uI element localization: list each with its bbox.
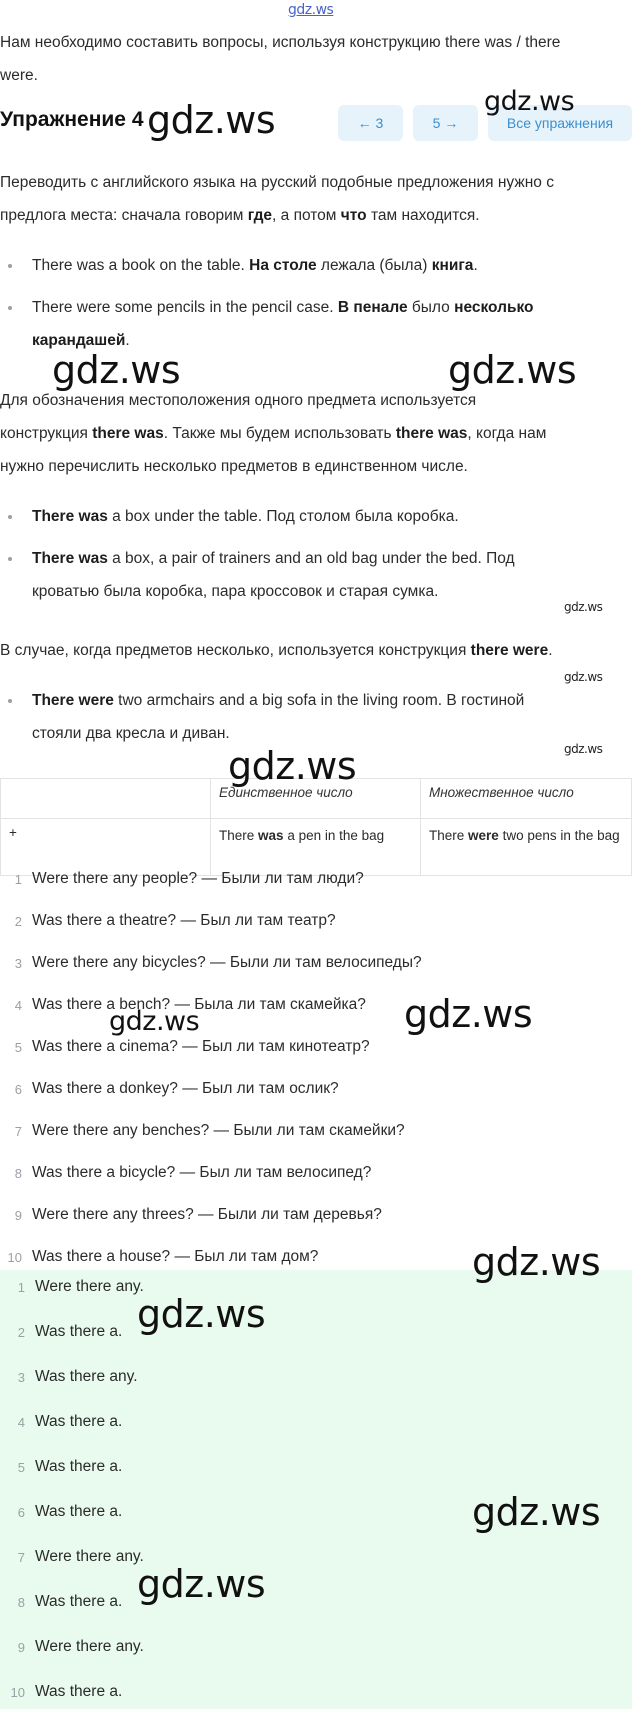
list-item: 10 Was there a house? — Был ли там дом? xyxy=(7,1248,319,1265)
table-head-singular: Единственное число xyxy=(211,779,421,819)
rule-3: В случае, когда предметов несколько, используется конструкция there were. xyxy=(0,642,553,659)
rule-2-line-3: нужно перечислить несколько предметов в единственном числе. xyxy=(0,458,468,475)
rule-2-line-1: Для обозначения местоположения одного предмета используется xyxy=(0,392,477,409)
example-1-2: There were some pencils in the pencil case. В пенале было несколько карандашей. xyxy=(32,291,622,357)
list-item: 1 Were there any people? — Были ли там люди? xyxy=(14,870,364,887)
watermark: gdz.ws xyxy=(564,742,603,756)
list-item: 2 Was there a. xyxy=(17,1323,123,1340)
list-item: 8 Was there a bicycle? — Был ли там велосипед? xyxy=(14,1164,372,1181)
watermark: gdz.ws xyxy=(228,744,357,788)
table-cell-plural: There were two pens in the bag xyxy=(421,819,632,876)
page-title: Упражнение 4 xyxy=(0,108,144,131)
all-exercises-button[interactable]: Все упражнения xyxy=(488,105,632,141)
rule-2 xyxy=(0,384,632,483)
rule-1 xyxy=(0,166,632,232)
rule-1-line-2: предлога места: сначала говорим где, а потом что там находится. xyxy=(0,207,480,224)
list-item: 7 Were there any benches? — Были ли там скамейки? xyxy=(14,1122,405,1139)
list-item: 6 Was there a donkey? — Был ли там ослик? xyxy=(14,1080,339,1097)
list-item: 7 Were there any. xyxy=(17,1548,144,1565)
table-cell-singular: There was a pen in the bag xyxy=(211,819,421,876)
watermark: gdz.ws xyxy=(404,992,533,1036)
next-exercise-button[interactable]: 5 → xyxy=(413,105,478,141)
table-head-plural: Множественное число xyxy=(421,779,632,819)
watermark-top[interactable]: gdz.ws xyxy=(288,2,334,18)
table-corner xyxy=(1,779,211,819)
example-2-2: There was a box, a pair of trainers and an old bag under the bed. Под кроватью была коробка, пара кроссовок и старая сумка. xyxy=(32,542,622,608)
list-item: 3 Were there any bicycles? — Были ли там велосипеды? xyxy=(14,954,422,971)
intro-text xyxy=(0,26,632,92)
watermark: gdz.ws xyxy=(147,98,276,142)
watermark: gdz.ws xyxy=(484,86,575,117)
list-item: 10 Was there a. xyxy=(10,1683,123,1700)
watermark: gdz.ws xyxy=(564,670,603,684)
example-3-1: There were two armchairs and a big sofa in the living room. В гостиной стояли два кресла и диван. xyxy=(32,684,622,750)
list-item: 2 Was there a theatre? — Был ли там театр? xyxy=(14,912,336,929)
intro-line-2: were. xyxy=(0,67,38,84)
list-item: 6 Was there a. xyxy=(17,1503,123,1520)
watermark: gdz.ws xyxy=(448,348,577,392)
watermark: gdz.ws xyxy=(109,1006,200,1037)
list-item: 5 Was there a. xyxy=(17,1458,123,1475)
list-item: 4 Was there a. xyxy=(17,1413,123,1430)
example-1-1: There was a book on the table. На столе лежала (была) книга. xyxy=(32,249,622,282)
rule-1-line-1: Переводить с английского языка на русский подобные предложения нужно с xyxy=(0,174,554,191)
list-item: 9 Were there any threes? — Были ли там деревья? xyxy=(14,1206,382,1223)
grammar-table xyxy=(0,778,632,876)
list-item: 1 Were there any. xyxy=(17,1278,144,1295)
watermark: gdz.ws xyxy=(137,1292,266,1336)
list-item: 8 Was there a. xyxy=(17,1593,123,1610)
list-item: 9 Were there any. xyxy=(17,1638,144,1655)
watermark: gdz.ws xyxy=(52,348,181,392)
watermark: gdz.ws xyxy=(472,1240,601,1284)
list-item: 4 Was there a bench? — Была ли там скамейка? xyxy=(14,996,366,1013)
intro-line-1: Нам необходимо составить вопросы, используя конструкцию there was / there xyxy=(0,34,561,51)
watermark: gdz.ws xyxy=(564,600,603,614)
list-item: 3 Was there any. xyxy=(17,1368,138,1385)
table-row-sign: + xyxy=(1,819,211,876)
watermark: gdz.ws xyxy=(472,1490,601,1534)
prev-exercise-button[interactable]: ← 3 xyxy=(338,105,403,141)
rule-2-line-2: конструкция there was. Также мы будем использовать there was, когда нам xyxy=(0,425,547,442)
example-2-1: There was a box under the table. Под столом была коробка. xyxy=(32,500,622,533)
list-item: 5 Was there a cinema? — Был ли там кинотеатр? xyxy=(14,1038,370,1055)
watermark: gdz.ws xyxy=(137,1562,266,1606)
